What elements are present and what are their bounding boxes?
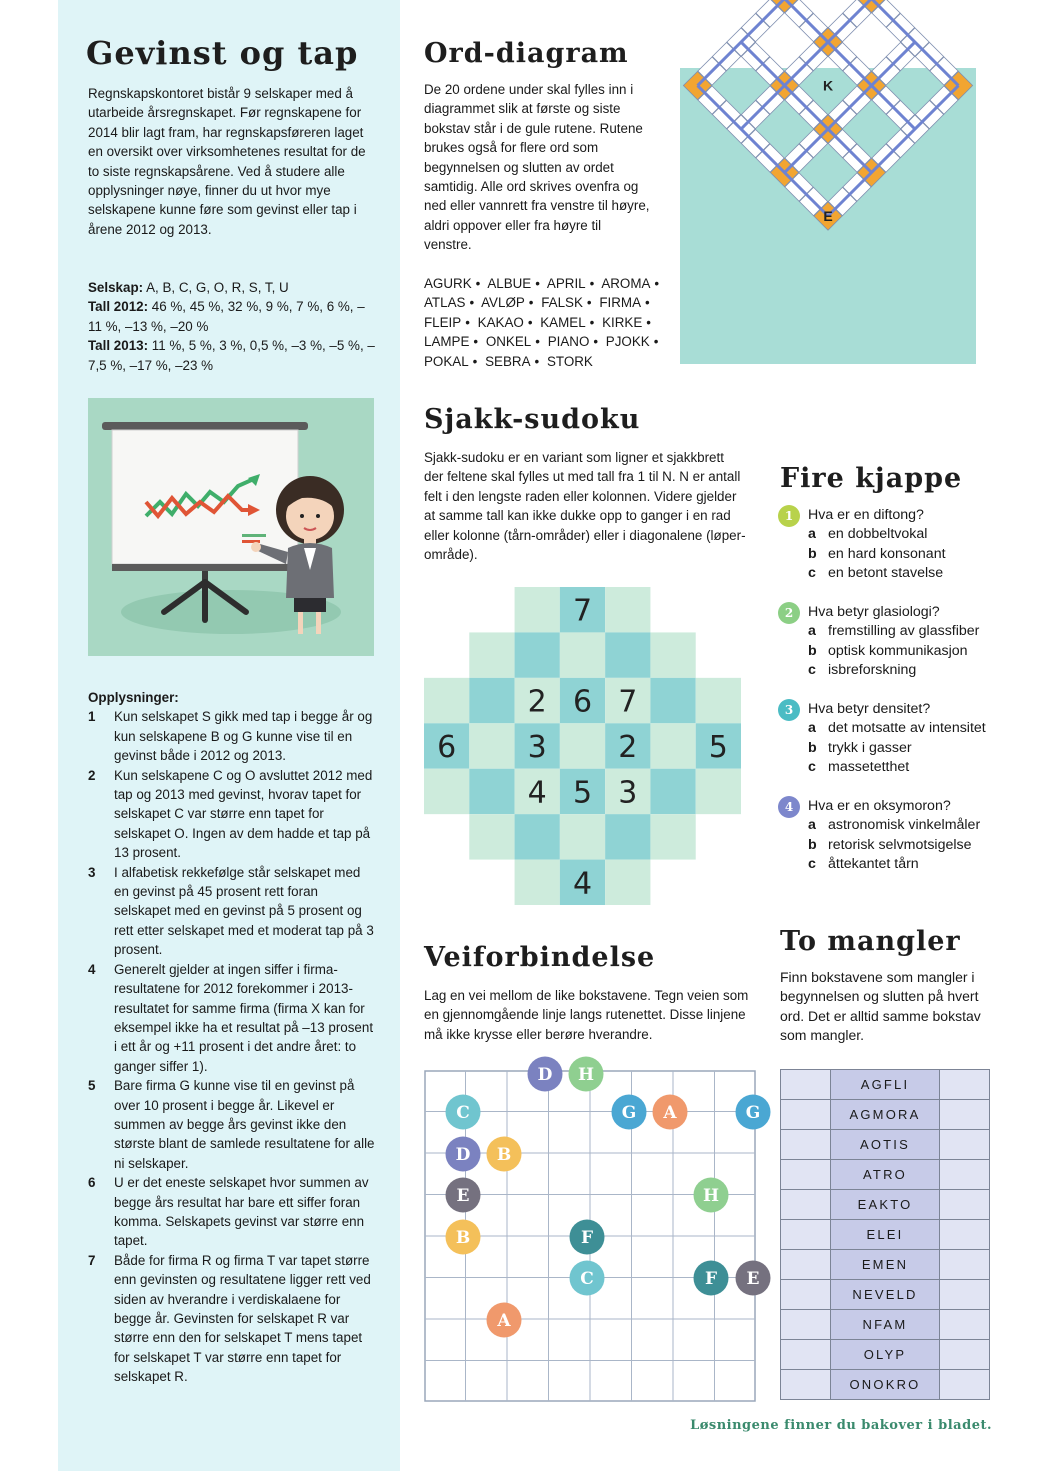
sudoku-cell[interactable] xyxy=(605,860,650,905)
word-separator: • xyxy=(645,295,650,311)
fact-text: Kun selskapene C og O avsluttet 2012 med tap og 2013 med gevinst, hvorav tapet for selskapet C var større enn tapet for selskapet O. Ingen av dem hadde et tap på 13 prosent. xyxy=(114,767,373,861)
quiz-option-text: astronomisk vinkelmåler xyxy=(828,817,981,834)
fact-item xyxy=(88,1251,378,1387)
sudoku-clue: 3 xyxy=(618,775,638,811)
fact-number: 5 xyxy=(88,1078,96,1094)
to-row xyxy=(781,1370,990,1400)
sudoku-cell[interactable] xyxy=(605,632,650,677)
to-word: ELEI xyxy=(831,1220,940,1250)
quiz-option[interactable] xyxy=(808,661,1058,680)
to-answer-start[interactable] xyxy=(781,1220,831,1250)
to-answer-end[interactable] xyxy=(940,1160,990,1190)
word-separator: • xyxy=(465,314,470,330)
quiz-option[interactable] xyxy=(808,545,1058,564)
quiz-option-letter: a xyxy=(808,623,816,640)
to-word: AOTIS xyxy=(831,1130,940,1160)
sudoku-clue: 6 xyxy=(572,684,593,720)
sudoku-svg xyxy=(424,587,741,905)
sudoku-clue: 3 xyxy=(527,730,547,765)
sudoku-cell[interactable] xyxy=(515,814,560,859)
presenter-illustration-svg xyxy=(88,398,374,656)
to-answer-start[interactable] xyxy=(781,1190,831,1220)
fact-item xyxy=(88,960,378,1076)
quiz-option-letter: a xyxy=(808,720,816,737)
quiz-option-text: det motsatte av intensitet xyxy=(828,720,986,737)
sudoku-cell[interactable] xyxy=(650,632,695,677)
vei-node-letter: B xyxy=(496,1145,512,1165)
to-answer-start[interactable] xyxy=(781,1070,831,1100)
footer-note: Løsningene finner du bakover i bladet. xyxy=(690,1418,992,1433)
sudoku-cell[interactable] xyxy=(515,632,560,677)
quiz-option-text: isbreforskning xyxy=(828,662,917,679)
sudoku-cell[interactable] xyxy=(560,814,605,859)
sudoku-clue: 2 xyxy=(527,684,547,720)
word-item: POKAL xyxy=(424,353,469,369)
word-separator: • xyxy=(586,295,592,311)
sudoku-clue: 7 xyxy=(572,593,593,629)
sudoku-clue: 5 xyxy=(708,730,728,765)
word-separator: • xyxy=(535,334,540,350)
to-answer-start[interactable] xyxy=(781,1310,831,1340)
vei-title: Veiforbindelse xyxy=(424,942,656,973)
word-item: FALSK xyxy=(541,295,583,311)
quiz-number-badge: 3 xyxy=(778,699,800,721)
word-separator: • xyxy=(534,353,540,369)
word-item: FIRMA xyxy=(599,295,642,311)
quiz-question-text: Hva betyr glasiologi? xyxy=(808,604,940,620)
sudoku-cell[interactable] xyxy=(424,678,469,723)
sjakk-intro: Sjakk-sudoku er en variant som ligner et sjakkbrett der feltene skal fylles ut med tall fra 1 til N. N er antall felt i den lengste raden eller kolonnen. Videre gjelder at samme tall kan ikke dukke opp to ganger i en rad eller kolonne (tårn-områder) eller i diagonalene (løper-område). xyxy=(424,450,746,563)
sudoku-clue: 4 xyxy=(527,775,547,811)
to-answer-end[interactable] xyxy=(940,1220,990,1250)
word-separator: • xyxy=(535,276,540,291)
sudoku-cell[interactable] xyxy=(515,860,560,905)
facts-list xyxy=(88,707,378,1386)
vei-intro: Lag en vei mellom de like bokstavene. Tegn veien som en gjennomgående linje langs rutenettet. Disse linjene må ikke krysse eller berøre hverandre. xyxy=(424,988,749,1042)
vei-node-letter: H xyxy=(577,1065,595,1085)
word-item: ALBUE xyxy=(487,276,532,291)
sudoku-cell[interactable] xyxy=(560,723,605,768)
to-row xyxy=(781,1190,990,1220)
fact-item xyxy=(88,863,378,960)
quiz-option[interactable] xyxy=(808,719,1058,738)
quiz-question-text: Hva er en diftong? xyxy=(808,507,924,523)
quiz-number-badge: 4 xyxy=(778,796,800,818)
vei-node-letter: E xyxy=(746,1269,760,1289)
to-row xyxy=(781,1310,990,1340)
quiz-question-text: Hva betyr densitet? xyxy=(808,701,931,717)
quiz-question-text: Hva er en oksymoron? xyxy=(808,798,951,814)
quiz-option-text: en hard konsonant xyxy=(828,545,946,562)
tall2012-value: 46 %, 45 %, 32 %, 9 %, 7 %, 6 %, –11 %, –13 %, –20 % xyxy=(88,299,365,334)
opplysninger-title: Opplysninger: xyxy=(88,690,179,705)
tall2012-label: Tall 2012: xyxy=(88,299,149,315)
vei-node-letter: G xyxy=(621,1103,637,1123)
fire-title: Fire kjappe xyxy=(780,463,963,494)
vei-node-letter: C xyxy=(580,1269,594,1289)
to-word: ATRO xyxy=(831,1160,940,1190)
to-answer-start[interactable] xyxy=(781,1130,831,1160)
quiz-option[interactable] xyxy=(808,836,1058,855)
quiz-question xyxy=(778,603,1058,681)
to-row xyxy=(781,1340,990,1370)
fact-number: 1 xyxy=(88,709,96,725)
to-answer-end[interactable] xyxy=(940,1070,990,1100)
to-word: EMEN xyxy=(831,1250,940,1280)
quiz-option-letter: a xyxy=(808,526,816,543)
fact-text: Generelt gjelder at ingen siffer i firma-resultatene for 2012 forekommer i 2013-resultatet for samme firma (firma X kan for eksempel ikke ha et resultat på –13 prosent i ett år og +11 prosent i det andre året: to ganger siffer 1). xyxy=(114,961,374,1074)
ord-title: Ord-diagram xyxy=(424,38,629,69)
sudoku-cell[interactable] xyxy=(560,632,605,677)
presentation-illustration xyxy=(88,398,374,656)
sudoku-clue: 5 xyxy=(572,775,593,811)
to-answer-start[interactable] xyxy=(781,1160,831,1190)
quiz-option-text: åttekantet tårn xyxy=(828,856,919,873)
sudoku-cell[interactable] xyxy=(469,632,514,677)
to-word: AGMORA xyxy=(831,1100,940,1130)
word-separator: • xyxy=(589,314,595,330)
to-row xyxy=(781,1280,990,1310)
sudoku-cell[interactable] xyxy=(650,769,695,814)
quiz-question xyxy=(778,797,1058,875)
word-item: AVLØP xyxy=(481,295,525,311)
word-separator: • xyxy=(593,334,599,350)
quiz-option-letter: c xyxy=(808,759,816,776)
to-word: NEVELD xyxy=(831,1280,940,1310)
quiz-option[interactable] xyxy=(808,564,1058,583)
word-item: KAKAO xyxy=(477,314,524,330)
fact-item xyxy=(88,707,378,765)
word-item: KAMEL xyxy=(540,314,586,330)
quiz-option[interactable] xyxy=(808,622,1058,641)
to-word: OLYP xyxy=(831,1340,940,1370)
fact-text: Bare firma G kunne vise til en gevinst på over 10 prosent i begge år. Likevel er summen av begge års gevinst ikke den største blant de samlede resultatene for alle ni selskaper. xyxy=(114,1078,375,1171)
to-answer-start[interactable] xyxy=(781,1250,831,1280)
to-row xyxy=(781,1220,990,1250)
quiz-option-letter: c xyxy=(808,565,816,582)
to-answer-start[interactable] xyxy=(781,1280,831,1310)
fact-item xyxy=(88,766,378,863)
to-answer-end[interactable] xyxy=(940,1280,990,1310)
quiz-option-letter: c xyxy=(808,662,816,679)
fact-number: 3 xyxy=(88,864,96,880)
quiz-option-text: optisk kommunikasjon xyxy=(828,642,968,659)
sudoku-cell[interactable] xyxy=(696,678,741,723)
quiz-option-text: en betont stavelse xyxy=(828,565,944,582)
quiz-option[interactable] xyxy=(808,739,1058,758)
word-separator: • xyxy=(473,334,479,350)
word-item: APRIL xyxy=(546,276,586,291)
word-separator: • xyxy=(475,276,481,291)
quiz-option[interactable] xyxy=(808,855,1058,874)
vei-node-letter: D xyxy=(537,1065,553,1085)
fact-item xyxy=(88,1173,378,1251)
quiz-option[interactable] xyxy=(808,642,1058,661)
vei-node-letter: F xyxy=(580,1228,594,1248)
sudoku-clue: 2 xyxy=(618,730,638,765)
to-answer-end[interactable] xyxy=(940,1340,990,1370)
word-item: ATLAS xyxy=(424,295,466,311)
word-separator: • xyxy=(646,314,651,330)
word-item: SEBRA xyxy=(485,353,531,369)
quiz-option-text: massetetthet xyxy=(828,759,910,776)
word-item: AGURK xyxy=(424,276,472,291)
to-answer-end[interactable] xyxy=(940,1370,990,1400)
sudoku-cell[interactable] xyxy=(650,723,695,768)
vei-grid-svg xyxy=(424,1065,761,1402)
word-separator: • xyxy=(589,276,595,291)
tall2012-line xyxy=(88,297,378,336)
quiz-option-letter: b xyxy=(808,642,817,659)
sudoku-cell[interactable] xyxy=(469,723,514,768)
sudoku-cell[interactable] xyxy=(424,769,469,814)
to-mangler-table xyxy=(780,1069,990,1400)
sudoku-cell[interactable] xyxy=(650,814,695,859)
word-separator: • xyxy=(653,334,659,350)
sudoku-clue: 6 xyxy=(437,730,457,765)
gevinst-data xyxy=(88,278,378,375)
to-row xyxy=(781,1160,990,1190)
to-row xyxy=(781,1100,990,1130)
quiz-option[interactable] xyxy=(808,816,1058,835)
to-word: NFAM xyxy=(831,1310,940,1340)
ord-diagram-svg xyxy=(622,12,1038,420)
tall2013-label: Tall 2013: xyxy=(88,338,149,354)
to-answer-start[interactable] xyxy=(781,1370,831,1400)
gevinst-title: Gevinst og tap xyxy=(86,34,359,72)
sudoku-cell[interactable] xyxy=(696,769,741,814)
sudoku-cell[interactable] xyxy=(469,678,514,723)
fact-number: 7 xyxy=(88,1252,96,1268)
fact-text: U er det eneste selskapet hvor summen av begge års resultat har bare ett siffer foran komma. Selskapets gevinst var større enn tapet. xyxy=(114,1175,369,1249)
word-item: ONKEL xyxy=(485,334,532,350)
vei-node-letter: D xyxy=(455,1145,471,1165)
quiz-option-letter: b xyxy=(808,545,817,562)
quiz-question xyxy=(778,700,1058,778)
quiz-option-letter: b xyxy=(808,836,817,853)
to-word: AGFLI xyxy=(831,1070,940,1100)
vei-node-letter: A xyxy=(663,1103,677,1123)
word-item: AROMA xyxy=(601,276,651,291)
gevinst-intro: Regnskapskontoret bistår 9 selskaper med å utarbeide årsregnskapet. Før regnskapene for 2014 blir lagt fram, har regnskapsføreren laget en oversikt over virksomhetenes resultat for de to siste regnskapsårene. Ved å studere alle opplysninger nøye, finner du ut hvor mye selskapene kunne føre som gevinst eller tap i årene 2012 og 2013. xyxy=(88,86,366,237)
quiz-option-letter: c xyxy=(808,856,816,873)
fact-text: Kun selskapet S gikk med tap i begge år og kun selskapene B og G kunne vise til en gevinst både i 2012 og 2013. xyxy=(114,709,373,764)
to-answer-start[interactable] xyxy=(781,1340,831,1370)
to-intro: Finn bokstavene som mangler i begynnelsen og slutten på hvert ord. Det er alltid samme bokstav som mangler. xyxy=(780,969,981,1044)
word-item: PIANO xyxy=(547,334,590,350)
quiz-question xyxy=(778,506,1058,584)
selskap-value: A, B, C, G, O, R, S, T, U xyxy=(146,280,289,295)
to-row xyxy=(781,1070,990,1100)
vei-node-letter: C xyxy=(456,1103,470,1123)
word-item: STORK xyxy=(546,353,593,369)
sjakk-sudoku-board[interactable] xyxy=(424,587,741,905)
diagram-given-letter: K xyxy=(822,77,834,94)
word-item: KIRKE xyxy=(602,314,643,330)
quiz-option[interactable] xyxy=(808,758,1058,777)
to-row xyxy=(781,1250,990,1280)
to-answer-start[interactable] xyxy=(781,1100,831,1130)
tall2013-value: 11 %, 5 %, 3 %, 0,5 %, –3 %, –5 %, –7,5 %, –17 %, –23 % xyxy=(88,338,375,373)
selskap-line xyxy=(88,278,378,297)
word-item: LAMPE xyxy=(424,334,470,350)
vei-node-letter: H xyxy=(702,1186,720,1206)
diagram-given-letter: E xyxy=(823,208,833,224)
sudoku-clue: 7 xyxy=(618,684,638,720)
vei-node-letter: F xyxy=(704,1269,718,1289)
sudoku-cell[interactable] xyxy=(469,814,514,859)
vei-node-letter: E xyxy=(456,1186,470,1206)
word-separator: • xyxy=(469,295,475,311)
quiz-option-text: fremstilling av glassfiber xyxy=(828,623,980,640)
vei-node-letter: G xyxy=(745,1103,761,1123)
to-answer-end[interactable] xyxy=(940,1190,990,1220)
vei-grid[interactable] xyxy=(424,1065,761,1402)
to-word: ONOKRO xyxy=(831,1370,940,1400)
fact-text: I alfabetisk rekkefølge står selskapet med en gevinst på 45 prosent rett foran selskapet med en gevinst på 5 prosent og rett etter selskapet med et moderat tap på 3 prosent. xyxy=(114,864,374,958)
sjakk-title: Sjakk-sudoku xyxy=(424,404,641,435)
to-title: To mangler xyxy=(780,926,961,957)
fact-text: Både for firma R og firma T var tapet større enn gevinsten og resultatene ligger rett ved siden av hverandre i verdiskalaene for begge år. Gevinsten for selskapet R var større enn den for selskapet T mens tapet for selskapet T var større enn tapet for selskapet R. xyxy=(114,1252,371,1385)
sudoku-cell[interactable] xyxy=(515,587,560,632)
word-separator: • xyxy=(654,276,660,291)
fact-number: 2 xyxy=(88,767,96,783)
fact-item xyxy=(88,1076,378,1173)
quiz-option-text: retorisk selvmotsigelse xyxy=(828,836,972,853)
selskap-label: Selskap: xyxy=(88,280,144,295)
to-answer-end[interactable] xyxy=(940,1100,990,1130)
quiz-option-letter: a xyxy=(808,817,816,834)
sudoku-cell[interactable] xyxy=(469,769,514,814)
fact-number: 6 xyxy=(88,1175,96,1191)
quiz-number-badge: 2 xyxy=(778,602,800,624)
quiz-option-letter: b xyxy=(808,739,817,756)
word-separator: • xyxy=(528,295,534,311)
ord-diagram-grid[interactable] xyxy=(622,12,1038,420)
word-separator: • xyxy=(527,314,533,330)
vei-node-letter: A xyxy=(497,1311,511,1331)
to-row xyxy=(781,1130,990,1160)
sudoku-cell[interactable] xyxy=(650,678,695,723)
quiz-option[interactable] xyxy=(808,525,1058,544)
quiz-number-badge: 1 xyxy=(778,505,800,527)
to-answer-end[interactable] xyxy=(940,1310,990,1340)
quiz-option-text: en dobbeltvokal xyxy=(828,526,928,543)
to-answer-end[interactable] xyxy=(940,1130,990,1160)
opplysninger xyxy=(88,688,378,1387)
sudoku-cell[interactable] xyxy=(605,814,650,859)
to-word: EAKTO xyxy=(831,1190,940,1220)
to-answer-end[interactable] xyxy=(940,1250,990,1280)
sudoku-cell[interactable] xyxy=(605,587,650,632)
vei-node-letter: B xyxy=(455,1228,471,1248)
ord-intro: De 20 ordene under skal fylles inn i diagrammet slik at første og siste bokstav står i de gule rutene. Rutene brukes også for flere ord som begynnelsen og slutten av ordet samtidig. Alle ord skrives ovenfra og ned eller vannrett fra venstre til høyre, aldri oppover eller fra høyre til venstre. xyxy=(424,82,650,253)
quiz-option-text: trykk i gasser xyxy=(828,739,912,756)
sudoku-clue: 4 xyxy=(572,866,593,902)
tall2013-line xyxy=(88,336,378,375)
word-item: PJOKK xyxy=(605,334,650,350)
word-separator: • xyxy=(472,353,478,369)
fact-number: 4 xyxy=(88,961,96,977)
word-item: FLEIP xyxy=(424,314,462,330)
